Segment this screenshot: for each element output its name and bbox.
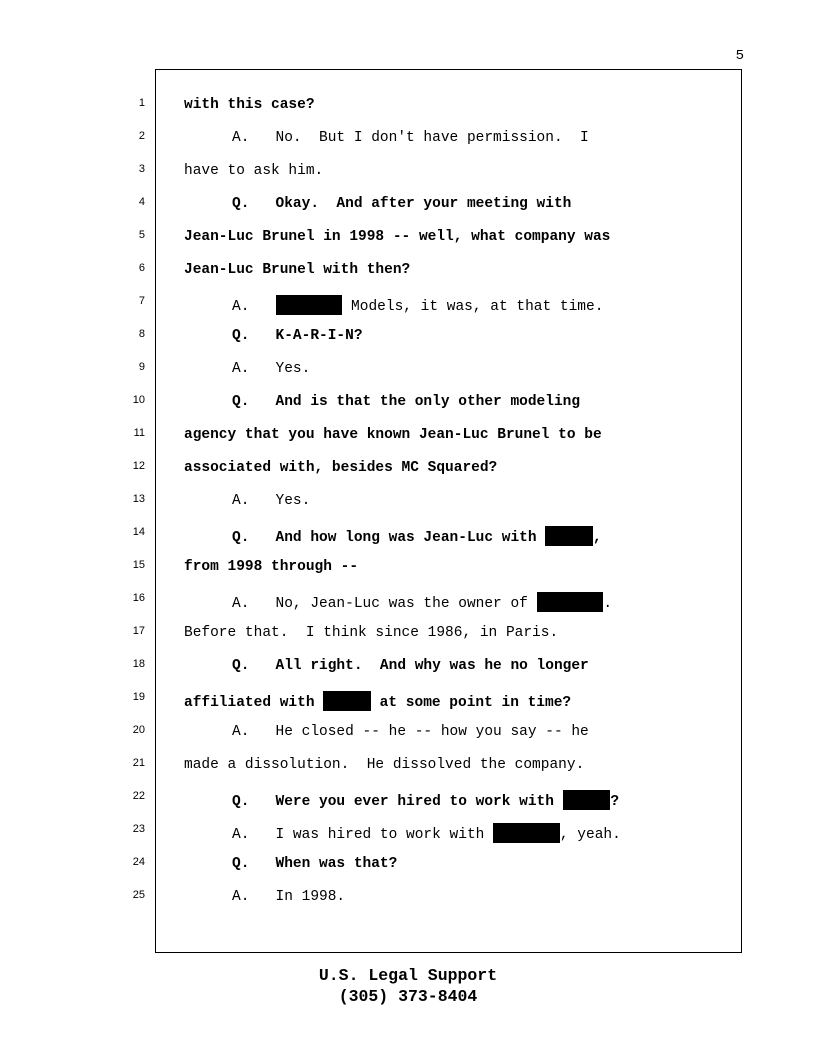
line-text [232,724,589,740]
transcript-line [0,691,816,711]
footer-phone: (305) 373-8404 [338,987,478,1006]
line-text-segment: Jean-Luc Brunel with then? [184,262,411,278]
line-text [232,394,580,410]
line-text-segment: Jean-Luc Brunel in 1998 -- well, what company was [184,229,611,245]
transcript-line [0,295,816,315]
line-number: 8 [138,328,145,340]
transcript-line [0,823,816,843]
page-number: 5 [735,48,744,64]
transcript-line [0,889,816,909]
line-text-segment: affiliated with [184,695,324,711]
line-text-segment: A. No, Jean-Luc was the owner of [232,596,537,612]
line-text [232,526,602,546]
line-number: 11 [133,427,145,439]
transcript-line [0,460,816,480]
line-text-segment: . [603,596,613,612]
line-number: 13 [132,493,145,505]
transcript-line [0,229,816,249]
redaction-block [493,823,560,843]
transcript-line [0,97,816,117]
line-text-segment: A. Yes. [232,493,311,509]
line-text-segment: A. I was hired to work with [232,827,494,843]
line-text-segment: , [593,530,602,546]
line-text [184,460,497,476]
line-number: 3 [138,163,145,175]
line-text [232,790,619,810]
line-number: 1 [138,97,145,109]
line-number: 22 [132,790,145,802]
redaction-block [545,526,593,546]
line-text [232,889,345,905]
line-number: 24 [132,856,145,868]
line-text [232,130,589,146]
line-number: 15 [132,559,145,571]
transcript-line [0,625,816,645]
line-text-segment: Models, it was, at that time. [342,299,604,315]
transcript-line [0,757,816,777]
line-number: 18 [132,658,145,670]
line-number: 19 [132,691,145,703]
line-text-segment: A. He closed -- he -- how you say -- he [232,724,589,740]
redaction-block [323,691,371,711]
transcript-line [0,394,816,414]
line-text-segment: Before that. I think since 1986, in Paris. [184,625,559,641]
line-number: 12 [132,460,145,472]
line-number: 10 [132,394,145,406]
transcript-line [0,130,816,150]
line-text [232,658,589,674]
line-text [184,163,323,179]
line-text [232,361,310,377]
line-text-segment: Q. Were you ever hired to work with [232,794,563,810]
line-text [232,295,603,315]
line-number: 2 [138,130,145,142]
line-text [184,229,610,245]
transcript-line [0,427,816,447]
transcript-line [0,724,816,744]
line-text-segment: agency that you have known Jean-Luc Brunel to be [184,427,602,443]
transcript-line [0,658,816,678]
line-number: 4 [138,196,145,208]
transcript-line [0,592,816,612]
line-text [184,427,602,443]
transcript-line [0,262,816,282]
line-number: 14 [132,526,145,538]
line-text-segment: Q. Okay. And after your meeting with [232,196,572,212]
line-text-segment: at some point in time? [370,695,572,711]
transcript-line [0,328,816,348]
line-text-segment: made a dissolution. He dissolved the company. [184,757,585,773]
line-text [184,262,410,278]
transcript-line [0,559,816,579]
transcript-line [0,790,816,810]
line-text-segment: A. In 1998. [232,889,346,905]
line-text [232,196,571,212]
footer-company: U.S. Legal Support [318,966,498,985]
transcript-line [0,196,816,216]
transcript-line [0,163,816,183]
redaction-block [276,295,343,315]
transcript-line [0,856,816,876]
line-text-segment: Q. And is that the only other modeling [232,394,581,410]
line-number: 20 [132,724,145,736]
line-text [184,97,315,113]
line-text [184,625,558,641]
line-text-segment: associated with, besides MC Squared? [184,460,498,476]
line-text-segment: , yeah. [559,827,621,843]
line-text-segment: Q. All right. And why was he no longer [232,658,589,674]
line-number: 16 [132,592,145,604]
line-text-segment: A. No. But I don't have permission. I [232,130,589,146]
line-text [232,823,621,843]
line-text [232,592,612,612]
line-text-segment: from 1998 through -- [184,559,359,575]
line-number: 6 [138,262,145,274]
line-text-segment: Q. When was that? [232,856,398,872]
line-number: 21 [132,757,145,769]
line-text [232,493,310,509]
line-text [232,856,397,872]
transcript-line [0,361,816,381]
redaction-block [537,592,604,612]
line-number: 7 [138,295,145,307]
line-number: 5 [138,229,145,241]
line-text [184,559,358,575]
line-number: 17 [132,625,145,637]
line-text-segment: Q. And how long was Jean-Luc with [232,530,546,546]
transcript-line [0,526,816,546]
line-number: 9 [138,361,145,373]
line-number: 23 [132,823,145,835]
line-text-segment: ? [610,794,620,810]
line-text-segment: A. Yes. [232,361,311,377]
line-text-segment: A. [232,299,276,315]
line-text-segment: with this case? [184,97,315,113]
line-text-segment: have to ask him. [184,163,324,179]
redaction-block [563,790,611,810]
line-text [232,328,363,344]
transcript-line [0,493,816,513]
line-text [184,757,584,773]
line-text [184,691,571,711]
line-number: 25 [132,889,145,901]
line-text-segment: Q. K-A-R-I-N? [232,328,363,344]
